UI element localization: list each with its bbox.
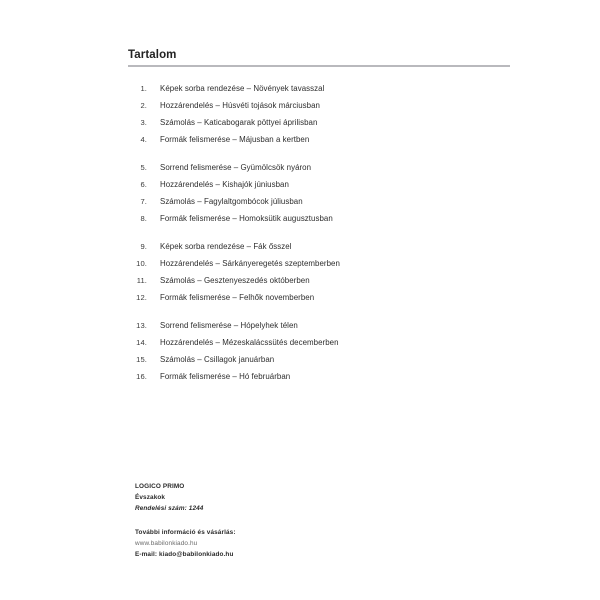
list-item[interactable] — [128, 97, 528, 114]
list-item[interactable] — [128, 159, 528, 176]
toc-group-autumn — [128, 238, 528, 306]
list-item-title: Számolás – Fagylaltgombócok júliusban — [160, 197, 303, 206]
list-item-number: 16. — [136, 372, 147, 381]
list-item-number: 6. — [140, 180, 147, 189]
list-item-title: Képek sorba rendezése – Fák ősszel — [160, 242, 292, 251]
list-item-title: Hozzárendelés – Mézeskalácssütés decemberben — [160, 338, 339, 347]
toc-group-summer — [128, 159, 528, 227]
list-item-title: Sorrend felismerése – Gyümölcsök nyáron — [160, 163, 312, 172]
product-order-number: Rendelési szám: 1244 — [135, 505, 204, 512]
toc-group-winter — [128, 317, 528, 385]
list-item-title: Formák felismerése – Májusban a kertben — [160, 135, 310, 144]
list-item[interactable] — [128, 210, 528, 227]
list-item-number: 4. — [140, 135, 147, 144]
list-item-number: 11. — [136, 276, 147, 285]
page-title: Tartalom — [128, 49, 177, 61]
toc-group-spring — [128, 80, 528, 148]
list-item-title: Hozzárendelés – Sárkányeregetés szeptemberben — [160, 259, 340, 268]
list-item-title: Számolás – Katicabogarak pöttyei áprilisban — [160, 118, 318, 127]
list-item-number: 1. — [140, 84, 147, 93]
list-item[interactable] — [128, 255, 528, 272]
list-item-title: Számolás – Csillagok januárban — [160, 355, 275, 364]
list-item-title: Hozzárendelés – Húsvéti tojások márciusban — [160, 101, 320, 110]
list-item-number: 7. — [140, 197, 147, 206]
product-title: Évszakok — [135, 494, 166, 501]
list-item[interactable] — [128, 351, 528, 368]
table-of-contents-header — [128, 48, 510, 67]
contact-website-link[interactable]: www.babilonkiado.hu — [135, 540, 198, 547]
list-item[interactable] — [128, 193, 528, 210]
product-info-block — [135, 481, 495, 514]
list-item[interactable] — [128, 289, 528, 306]
list-item-title: Formák felismerése – Felhők novemberben — [160, 293, 315, 302]
contact-email-link[interactable]: E-mail: kiado@babilonkiado.hu — [135, 551, 234, 558]
list-item-title: Formák felismerése – Homoksütik augusztusban — [160, 214, 333, 223]
title-divider — [128, 65, 510, 67]
list-item-number: 14. — [136, 338, 147, 347]
list-item[interactable] — [128, 176, 528, 193]
list-item-title: Számolás – Gesztenyeszedés októberben — [160, 276, 310, 285]
list-item[interactable] — [128, 238, 528, 255]
list-item[interactable] — [128, 114, 528, 131]
list-item-number: 10. — [136, 259, 147, 268]
list-item[interactable] — [128, 272, 528, 289]
list-item-title: Hozzárendelés – Kishajók júniusban — [160, 180, 289, 189]
product-series: LOGICO PRIMO — [135, 483, 185, 490]
list-item-number: 3. — [140, 118, 147, 127]
list-item-number: 15. — [136, 355, 147, 364]
list-item-number: 8. — [140, 214, 147, 223]
contact-info-block — [135, 527, 495, 560]
list-item[interactable] — [128, 334, 528, 351]
list-item-number: 9. — [140, 242, 147, 251]
list-item[interactable] — [128, 317, 528, 334]
contact-heading: További információ és vásárlás: — [135, 529, 236, 536]
page-footer — [135, 481, 495, 560]
list-item[interactable] — [128, 368, 528, 385]
list-item-title: Sorrend felismerése – Hópelyhek télen — [160, 321, 298, 330]
list-item[interactable] — [128, 131, 528, 148]
list-item-number: 13. — [136, 321, 147, 330]
list-item-number: 12. — [136, 293, 147, 302]
list-item[interactable] — [128, 80, 528, 97]
table-of-contents-list — [128, 80, 528, 385]
list-item-title: Formák felismerése – Hó februárban — [160, 372, 291, 381]
list-item-number: 5. — [140, 163, 147, 172]
list-item-title: Képek sorba rendezése – Növények tavasszal — [160, 84, 325, 93]
list-item-number: 2. — [140, 101, 147, 110]
